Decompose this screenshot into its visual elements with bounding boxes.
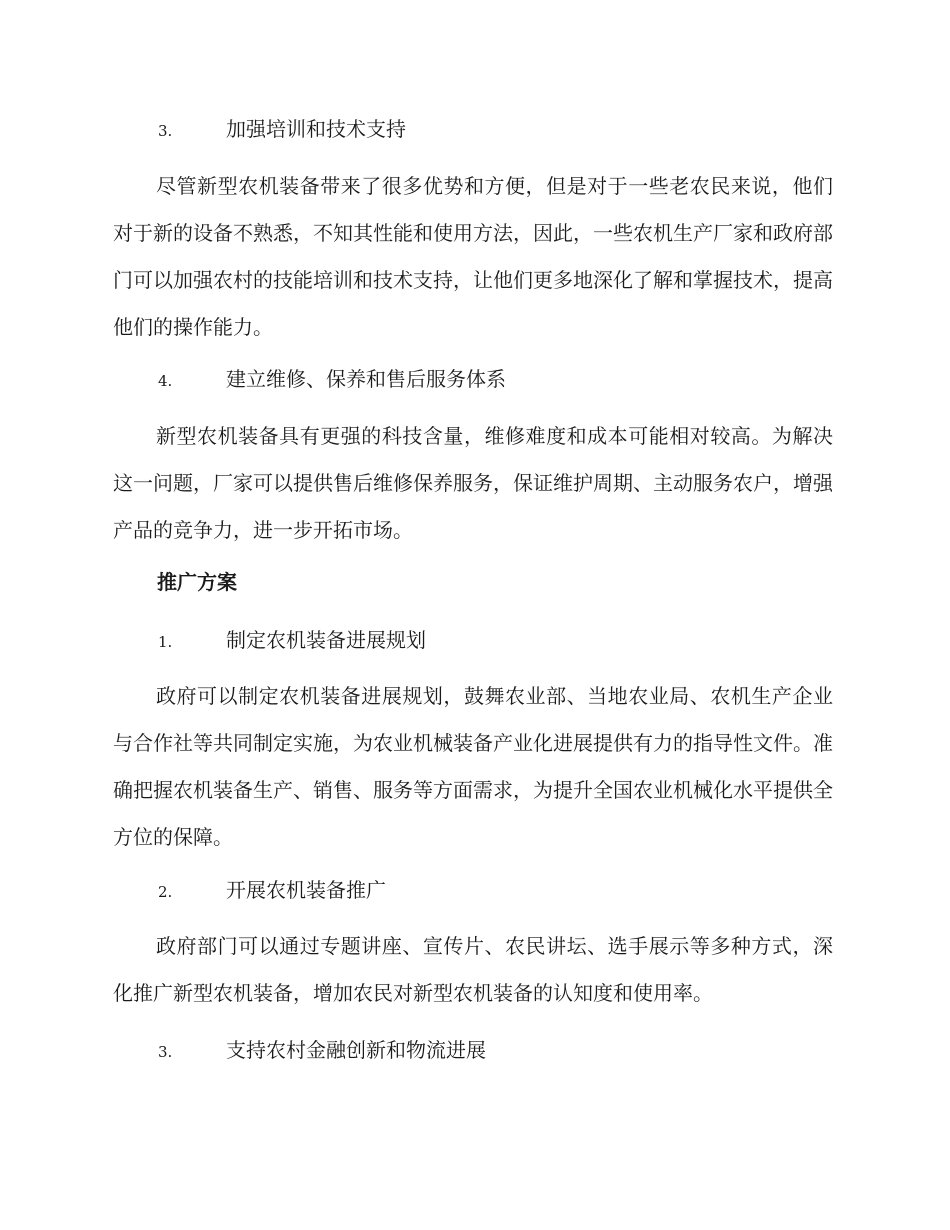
paragraph-promotion: 政府部门可以通过专题讲座、宣传片、农民讲坛、选手展示等多种方式，深化推广新型农机装备，增加农民对新型农机装备的认知度和使用率。	[113, 934, 833, 1005]
item-title: 制定农机装备进展规划	[226, 628, 426, 652]
item-number: 2.	[158, 883, 173, 901]
item-number: 1.	[158, 633, 173, 651]
item-title: 开展农机装备推广	[226, 878, 386, 902]
item-heading-4-maintenance	[158, 364, 506, 394]
item-title: 建立维修、保养和售后服务体系	[226, 367, 506, 391]
item-title: 加强培训和技术支持	[226, 117, 406, 141]
item-title: 支持农村金融创新和物流进展	[226, 1038, 486, 1062]
plan-heading-1-planning	[158, 625, 426, 655]
paragraph-planning: 政府可以制定农机装备进展规划，鼓舞农业部、当地农业局、农机生产企业与合作社等共同制定实施，为农业机械装备产业化进展提供有力的指导性文件。准确把握农机装备生产、销售、服务等方面需求，为提升全国农业机械化水平提供全方位的保障。	[113, 684, 833, 849]
item-number: 3.	[158, 1043, 173, 1061]
plan-heading-3-finance	[158, 1035, 486, 1065]
paragraph-maintenance: 新型农机装备具有更强的科技含量，维修难度和成本可能相对较高。为解决这一问题，厂家可以提供售后维修保养服务，保证维护周期、主动服务农户，增强产品的竞争力，进一步开拓市场。	[113, 424, 833, 542]
section-title: 推广方案	[157, 570, 237, 594]
item-number: 3.	[158, 122, 173, 140]
paragraph-training: 尽管新型农机装备带来了很多优势和方便，但是对于一些老农民来说，他们对于新的设备不熟悉，不知其性能和使用方法，因此，一些农机生产厂家和政府部门可以加强农村的技能培训和技术支持，让他们更多地深化了解和掌握技术，提高他们的操作能力。	[113, 174, 833, 339]
item-heading-3-support	[158, 114, 406, 144]
plan-heading-2-promotion	[158, 875, 386, 905]
item-number: 4.	[158, 372, 173, 390]
